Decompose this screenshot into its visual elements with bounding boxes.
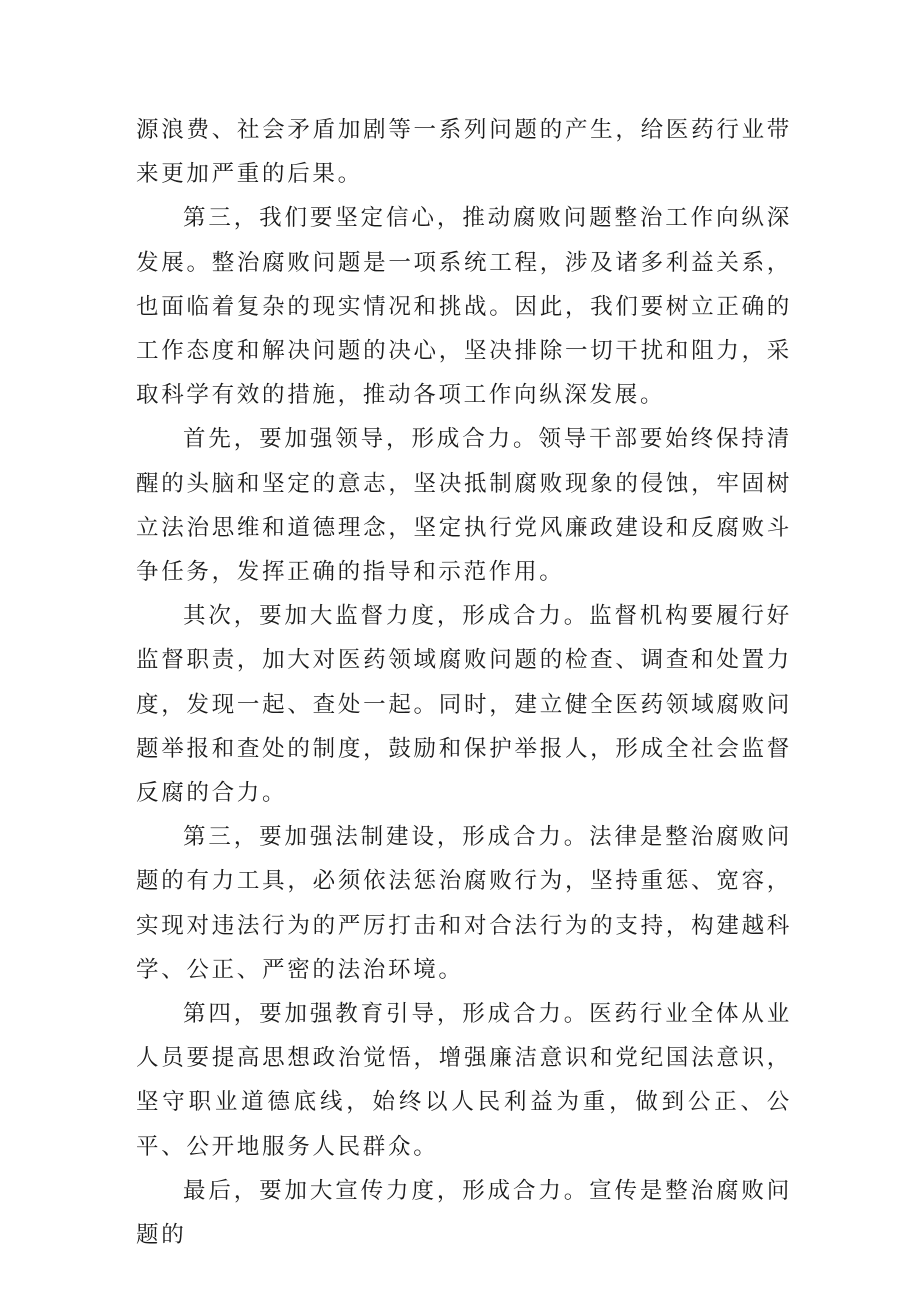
paragraph-3: 首先，要加强领导，形成合力。领导干部要始终保持清醒的头脑和坚定的意志，坚决抵制腐败现象的侵蚀，牢固树立法治思维和道德理念，坚定执行党风廉政建设和反腐败斗争任务，发挥正确的指导和示范作用。 [136,426,792,586]
paragraph-1: 源浪费、社会矛盾加剧等一系列问题的产生，给医药行业带来更加严重的后果。 [136,117,792,188]
body-text [136,108,792,1257]
paragraph-2: 第三，我们要坚定信心，推动腐败问题整治工作向纵深发展。整治腐败问题是一项系统工程，涉及诸多利益关系，也面临着复杂的现实情况和挑战。因此，我们要树立正确的工作态度和解决问题的决心，坚决排除一切干扰和阻力，采取科学有效的措施，推动各项工作向纵深发展。 [136,205,792,409]
paragraph-6: 第四，要加强教育引导，形成合力。医药行业全体从业人员要提高思想政治觉悟，增强廉洁意识和党纪国法意识，坚守职业道德底线，始终以人民利益为重，做到公正、公平、公开地服务人民群众。 [136,1001,792,1160]
paragraph-5: 第三，要加强法制建设，形成合力。法律是整治腐败问题的有力工具，必须依法惩治腐败行为，坚持重惩、宽容，实现对违法行为的严厉打击和对合法行为的支持，构建越科学、公正、严密的法治环境。 [136,824,792,983]
paragraph-4: 其次，要加大监督力度，形成合力。监督机构要履行好监督职责，加大对医药领域腐败问题的检查、调查和处置力度，发现一起、查处一起。同时，建立健全医药领域腐败问题举报和查处的制度，鼓励和保护举报人，形成全社会监督反腐的合力。 [136,603,792,807]
paragraph-7: 最后，要加大宣传力度，形成合力。宣传是整治腐败问题的 [136,1177,792,1249]
